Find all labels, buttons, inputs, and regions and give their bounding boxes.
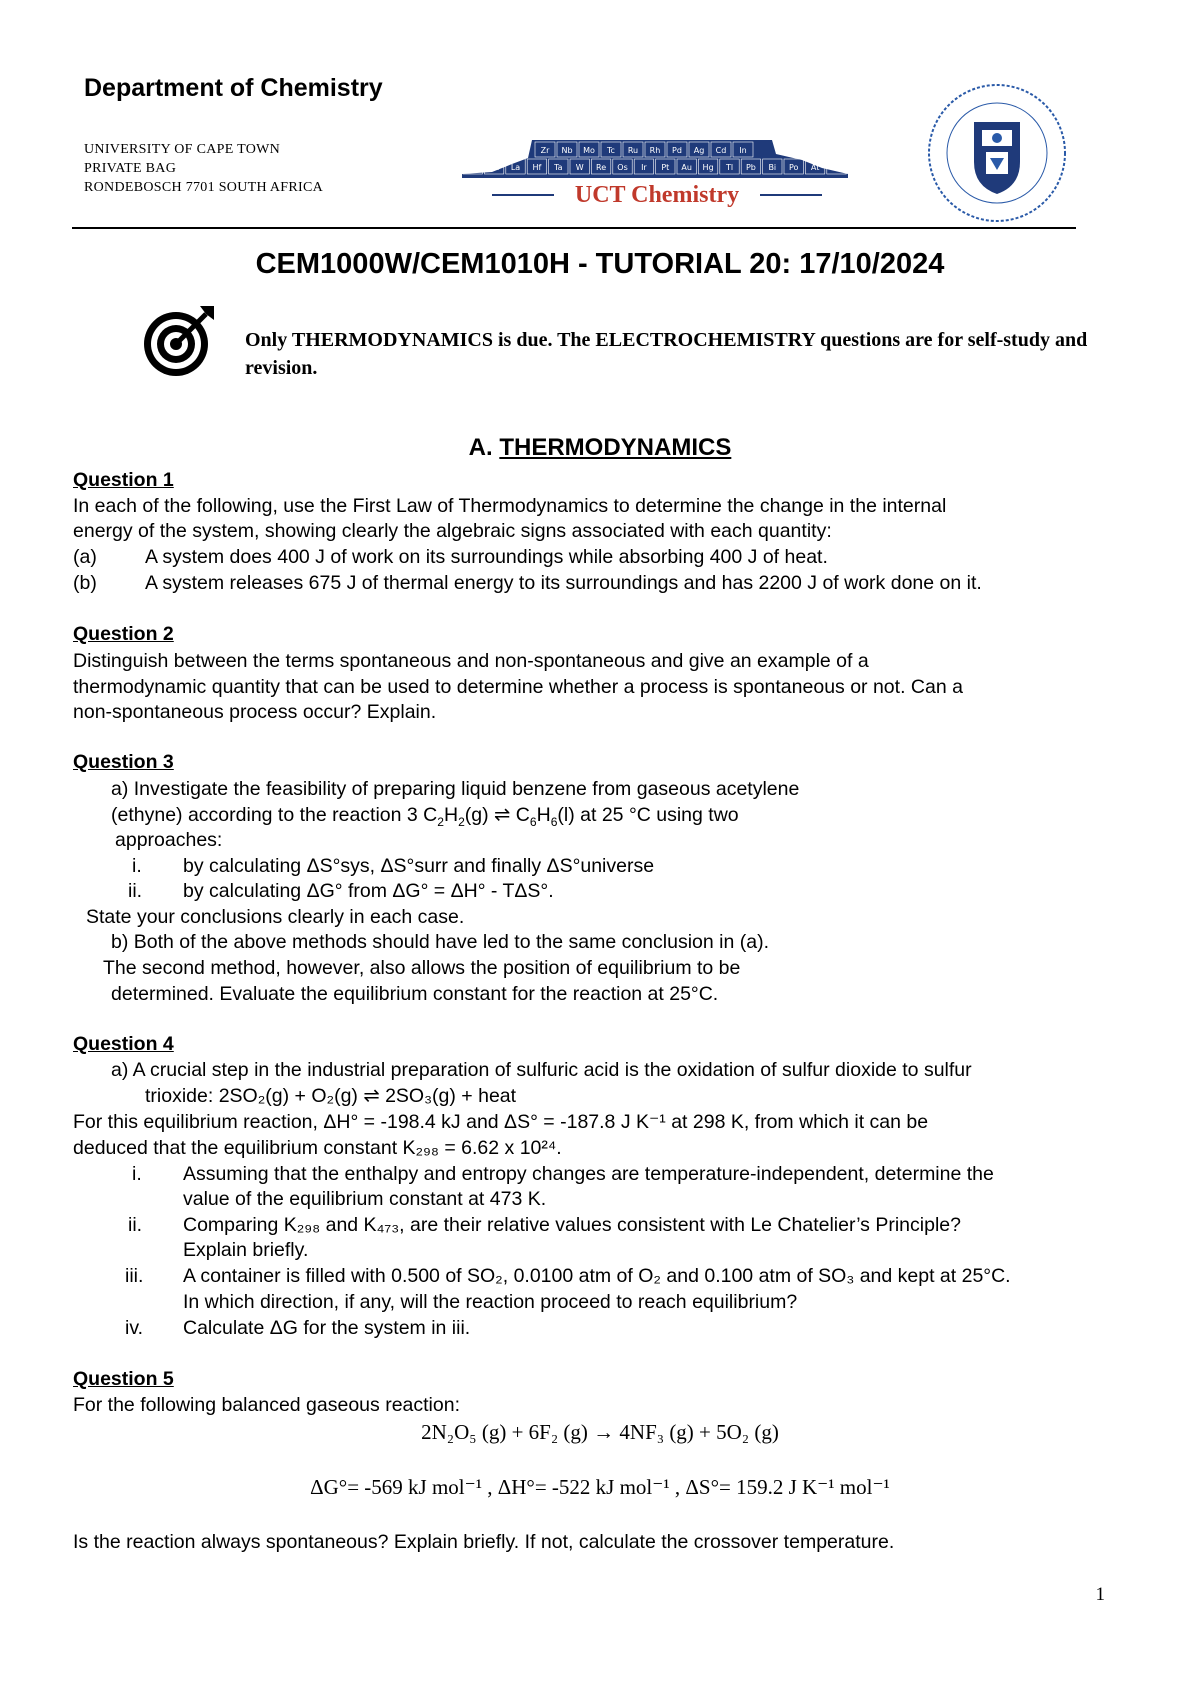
question-3-heading: Question 3: [73, 751, 174, 773]
element-symbol: Pd: [672, 146, 682, 155]
q3-b-line-1: b) Both of the above methods should have led to the same conclusion in (a).: [111, 931, 769, 953]
q4-ii-line-2: Explain briefly.: [183, 1239, 309, 1261]
element-symbol: In: [739, 146, 747, 155]
element-symbol: Bi: [768, 163, 777, 172]
address-line-1: UNIVERSITY OF CAPE TOWN: [84, 142, 281, 157]
element-symbol: Nb: [561, 146, 573, 155]
uct-chemistry-logo: [462, 134, 848, 214]
element-symbol: Rh: [649, 146, 661, 155]
q4-i-label: i.: [132, 1163, 142, 1185]
q5-thermo-values: ΔG°= -569 kJ mol⁻¹ , ΔH°= -522 kJ mol⁻¹ , ΔS°= 159.2 J K⁻¹ mol⁻¹: [310, 1475, 890, 1499]
q1-b-text: A system releases 675 J of thermal energy to its surroundings and has 2200 J of work done on it.: [145, 572, 982, 594]
element-symbol: At: [810, 163, 820, 172]
element-symbol: Cs: [467, 163, 478, 172]
university-seal: [922, 78, 1072, 228]
q5-reaction: 2N₂O₅ (g) + 6F₂ (g) → 4NF₃ (g) + 5O₂ (g): [421, 1420, 779, 1444]
page-number: 1: [1095, 1584, 1105, 1605]
element-symbol: Tl: [725, 163, 734, 172]
target-icon: [140, 302, 218, 380]
question-4-heading: Question 4: [73, 1033, 174, 1055]
element-symbol: Hg: [702, 163, 714, 172]
element-symbol: La: [510, 163, 521, 172]
q1-line-2: energy of the system, showing clearly the algebraic signs associated with each quantity:: [73, 520, 832, 542]
q3-ii-label: ii.: [128, 880, 143, 902]
q4-iii-line-2: In which direction, if any, will the reaction proceed to reach equilibrium?: [183, 1291, 798, 1313]
q3-i-label: i.: [132, 855, 142, 877]
element-symbol: Au: [681, 163, 692, 172]
logo-text: UCT Chemistry: [574, 182, 740, 208]
section-heading: [0, 434, 1200, 462]
element-symbol: Ag: [693, 146, 705, 155]
element-symbol: Re: [596, 163, 607, 172]
due-note: Only THERMODYNAMICS is due. The ELECTROCHEMISTRY questions are for self-study and revision.: [245, 329, 1088, 379]
element-symbol: Tc: [607, 146, 615, 155]
q4-equilibrium-line-2: deduced that the equilibrium constant K₂₉₈ = 6.62 x 10²⁴.: [73, 1137, 562, 1159]
q4-iii-line-1: A container is filled with 0.500 of SO₂, 0.0100 atm of O₂ and 0.100 atm of SO₃ and kept at 25°C.: [183, 1265, 1011, 1287]
q4-iv-label: iv.: [125, 1317, 144, 1339]
department-name: Department of Chemistry: [84, 74, 383, 102]
element-symbol: Ru: [627, 146, 639, 155]
element-symbol: Rn: [831, 163, 842, 172]
q4-i-line-2: value of the equilibrium constant at 473 K.: [183, 1188, 547, 1210]
element-symbol: Hf: [532, 163, 542, 172]
q1-a-label: (a): [73, 546, 97, 568]
q4-i-line-1: Assuming that the enthalpy and entropy changes are temperature-independent, determine the: [183, 1163, 994, 1185]
q5-question: Is the reaction always spontaneous? Explain briefly. If not, calculate the crossover temperature.: [73, 1531, 895, 1553]
element-symbol: Os: [617, 163, 628, 172]
q4-a-line-2: trioxide: 2SO₂(g) + O₂(g) ⇌ 2SO₃(g) + heat: [145, 1085, 517, 1107]
element-symbol: W: [575, 163, 584, 172]
address-line-2: PRIVATE BAG: [84, 161, 177, 176]
element-symbol: Cd: [715, 146, 727, 155]
q5-intro: For the following balanced gaseous reaction:: [73, 1394, 460, 1416]
q4-a-line-1: a) A crucial step in the industrial preparation of sulfuric acid is the oxidation of sulfur dioxide to sulfur: [111, 1059, 972, 1081]
q4-ii-label: ii.: [128, 1214, 143, 1236]
element-symbol: Po: [788, 163, 799, 172]
q3-i-text: by calculating ΔS°sys, ΔS°surr and finally ΔS°universe: [183, 855, 655, 877]
q3-a-line-2: (ethyne) according to the reaction 3 $C_2H_2(g)$ ⇌ $C_6H_6(l)$ at 25 °C using two: [111, 804, 739, 829]
question-5-heading: Question 5: [73, 1368, 174, 1390]
university-address: [84, 140, 323, 197]
q1-a-text: A system does 400 J of work on its surroundings while absorbing 400 J of heat.: [145, 546, 828, 568]
question-1-heading: Question 1: [73, 469, 174, 491]
q4-ii-line-1: Comparing K₂₉₈ and K₄₇₃, are their relative values consistent with Le Chatelier’s Principle?: [183, 1214, 961, 1236]
element-symbol: Pb: [745, 163, 756, 172]
q3-state: State your conclusions clearly in each case.: [86, 906, 465, 928]
element-symbol: Ir: [641, 163, 647, 172]
header-rule: [72, 227, 1076, 229]
question-2-heading: Question 2: [73, 623, 174, 645]
element-symbol: Ta: [554, 163, 563, 172]
q3-ii-text: by calculating ΔG° from ΔG° = ΔH° - TΔS°.: [183, 880, 554, 902]
element-symbol: Mo: [583, 146, 595, 155]
q2-line-3: non-spontaneous process occur? Explain.: [73, 701, 437, 723]
q3-b-line-2: The second method, however, also allows the position of equilibrium to be: [103, 957, 741, 979]
element-symbol: Ba: [488, 163, 500, 172]
q3-reaction-prefix: (ethyne) according to the reaction 3 C: [111, 804, 438, 826]
section-prefix: A.: [468, 434, 500, 461]
q4-iii-label: iii.: [125, 1265, 144, 1287]
q1-line-1: In each of the following, use the First Law of Thermodynamics to determine the change in the internal: [73, 495, 947, 517]
element-symbol: Pt: [661, 163, 670, 172]
q3-reaction-suffix: (l) at 25 °C using two: [557, 804, 739, 826]
q3-b-line-3: determined. Evaluate the equilibrium constant for the reaction at 25°C.: [111, 983, 719, 1005]
q3-a-line-3: approaches:: [115, 829, 223, 851]
q4-equilibrium-line-1: For this equilibrium reaction, ΔH° = -198.4 kJ and ΔS° = -187.8 J K⁻¹ at 298 K, from which it can be: [73, 1111, 929, 1133]
q3-a-line-1: a) Investigate the feasibility of preparing liquid benzene from gaseous acetylene: [111, 778, 800, 800]
q2-line-2: thermodynamic quantity that can be used to determine whether a process is spontaneous or not. Can a: [73, 676, 963, 698]
q4-iv-line-1: Calculate ΔG for the system in iii.: [183, 1317, 471, 1339]
element-symbol: Zr: [540, 146, 550, 155]
q2-line-1: Distinguish between the terms spontaneous and non-spontaneous and give an example of a: [73, 650, 869, 672]
q1-b-label: (b): [73, 572, 97, 594]
address-line-3: RONDEBOSCH 7701 SOUTH AFRICA: [84, 180, 324, 195]
page-title: CEM1000W/CEM1010H - TUTORIAL 20: 17/10/2024: [255, 248, 945, 280]
section-name: THERMODYNAMICS: [499, 434, 732, 461]
